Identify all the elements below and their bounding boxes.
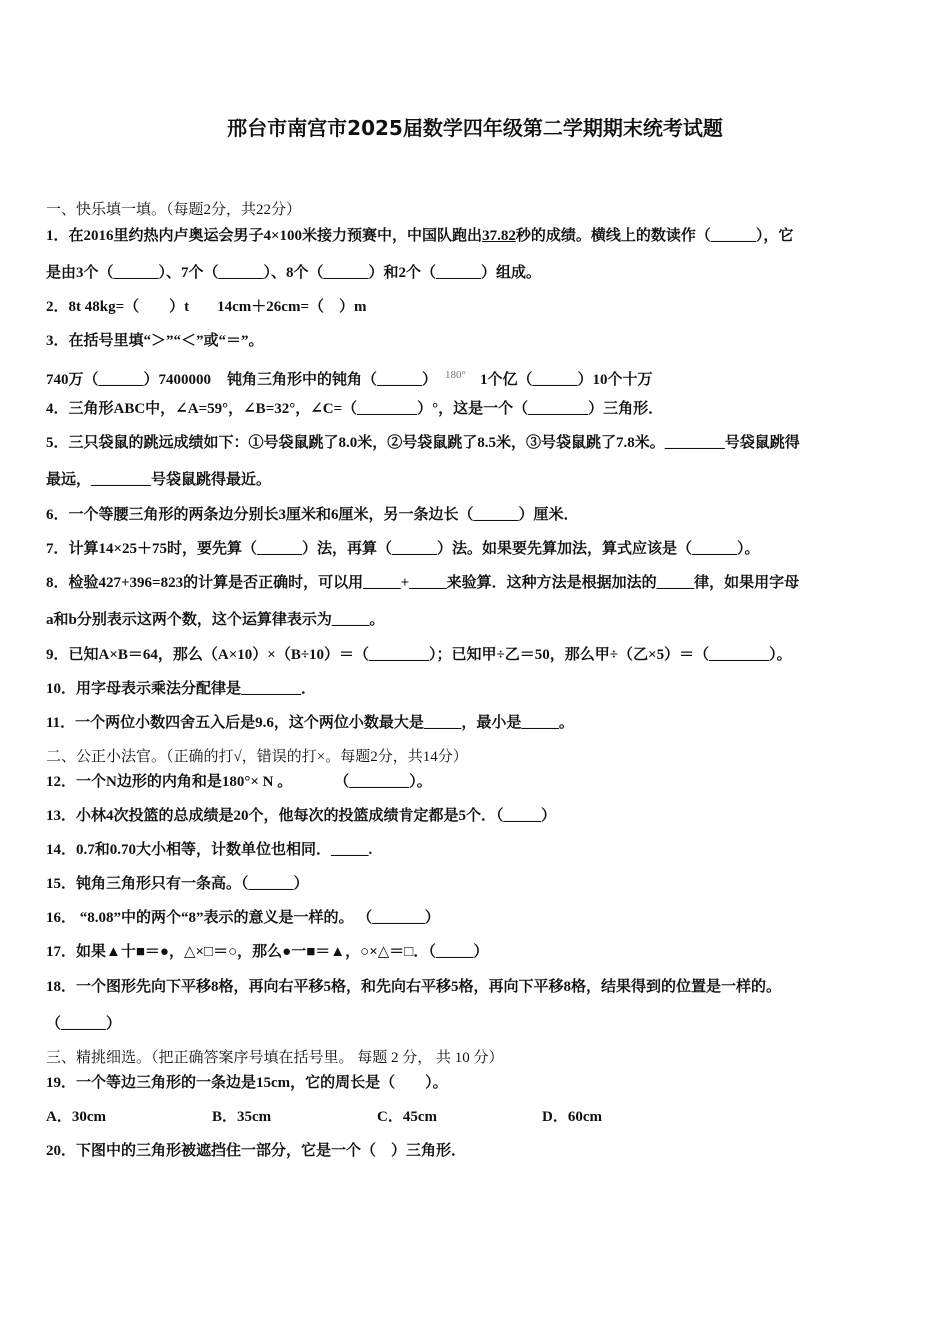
question-3-items [46,365,908,390]
question-1-line-1 [46,226,908,246]
question-9: 9．已知A×B＝64，那么（A×10）×（B÷10）＝（________）；已知甲÷乙＝50，那么甲÷（乙×5）＝（________）。 [46,647,792,663]
question-1-underlined-value: 37.82 [482,228,516,244]
section-3-header: 三、精挑细选。（把正确答案序号填在括号里。 每题 2 分， 共 10 分） [46,1050,504,1066]
question-8-line-1: 8．检验427+396=823的计算是否正确时，可以用_____+_____来验算．这种方法是根据加法的_____律，如果用字母 [46,575,800,591]
question-1-text-b: 秒的成绩。横线上的数读作（______），它 [515,228,794,244]
question-15: 15．钝角三角形只有一条高。（______） [46,876,309,892]
section-1-header: 一、快乐填一填。（每题2分，共22分） [46,202,302,218]
question-14: 14．0.7和0.70大小相等，计数单位也相同．_____. [46,842,373,858]
question-19-option-c: C．45cm [377,1109,437,1125]
question-11: 11．一个两位小数四舍五入后是9.6，这个两位小数最大是_____，最小是_____。 [46,715,574,731]
question-5-line-1: 5．三只袋鼠的跳远成绩如下：①号袋鼠跳了8.0米，②号袋鼠跳了8.5米，③号袋鼠跳了7.8米。________号袋鼠跳得 [46,435,800,451]
question-10: 10．用字母表示乘法分配律是________． [46,681,317,697]
question-1-text-a: 1．在2016里约热内卢奥运会男子4×100米接力预赛中，中国队跑出 [46,228,483,244]
question-13: 13．小林4次投篮的总成绩是20个，他每次的投篮成绩肯定都是5个．（_____） [46,808,557,824]
question-3-header: 3．在括号里填“＞”“＜”或“＝”。 [46,333,264,349]
question-2-part-b: 14cm＋26cm=（ ）m [217,299,367,315]
question-19-option-a: A．30cm [46,1109,106,1125]
question-19-option-b: B．35cm [212,1109,272,1125]
question-20: 20．下图中的三角形被遮挡住一部分，它是一个（ ）三角形． [46,1143,467,1159]
question-17: 17．如果▲十■＝●，△×□＝○，那么●一■＝▲，○×△＝□．（_____） [46,944,489,960]
question-5-line-2: 最远，________号袋鼠跳得最近。 [46,472,272,488]
question-2-part-a: 2．8t 48kg=（ ）t [46,299,190,315]
section-2-header: 二、公正小法官。（正确的打√，错误的打×。每题2分，共14分） [46,749,468,765]
question-7: 7．计算14×25＋75时，要先算（______）法，再算（______）法。如果要先算加法，算式应该是（______）。 [46,541,760,557]
question-4: 4．三角形ABC中，∠A=59°，∠B=32°，∠C=（________）°，这是一个（________）三角形． [46,401,664,417]
question-1-line-2: 是由3个（______）、7个（______）、8个（______）和2个（______）组成。 [46,265,542,281]
question-2 [46,297,908,317]
question-3-item-a: 740万（______）7400000 [46,372,212,388]
question-16: 16． “8.08”中的两个“8”表示的意义是一样的。 （_______） [46,910,440,926]
question-3-degree-label: 180° [445,369,466,381]
question-19-option-d: D．60cm [542,1109,602,1125]
question-18-line-2: （______） [46,1016,122,1032]
question-19-stem: 19．一个等边三角形的一条边是15cm，它的周长是（ ）。 [46,1075,448,1091]
question-3-item-b: 钝角三角形中的钝角（______） [227,372,438,388]
question-6: 6．一个等腰三角形的两条边分别长3厘米和6厘米，另一条边长（______）厘米． [46,507,579,523]
exam-title: 邢台市南宫市2025届数学四年级第二学期期末统考试题 [227,116,723,140]
question-8-line-2: a和b分别表示这两个数，这个运算律表示为_____。 [46,612,385,628]
question-12-answer-blank: （________）。 [334,774,432,790]
question-3-item-c: 1个亿（______）10个十万 [479,372,653,388]
question-18-line-1: 18．一个图形先向下平移8格，再向右平移5格，和先向右平移5格，再向下平移8格，结果得到的位置是一样的。 [46,979,782,995]
question-12-stem: 12．一个N边形的内角和是180°× N 。 [46,774,293,790]
question-12 [46,772,908,792]
